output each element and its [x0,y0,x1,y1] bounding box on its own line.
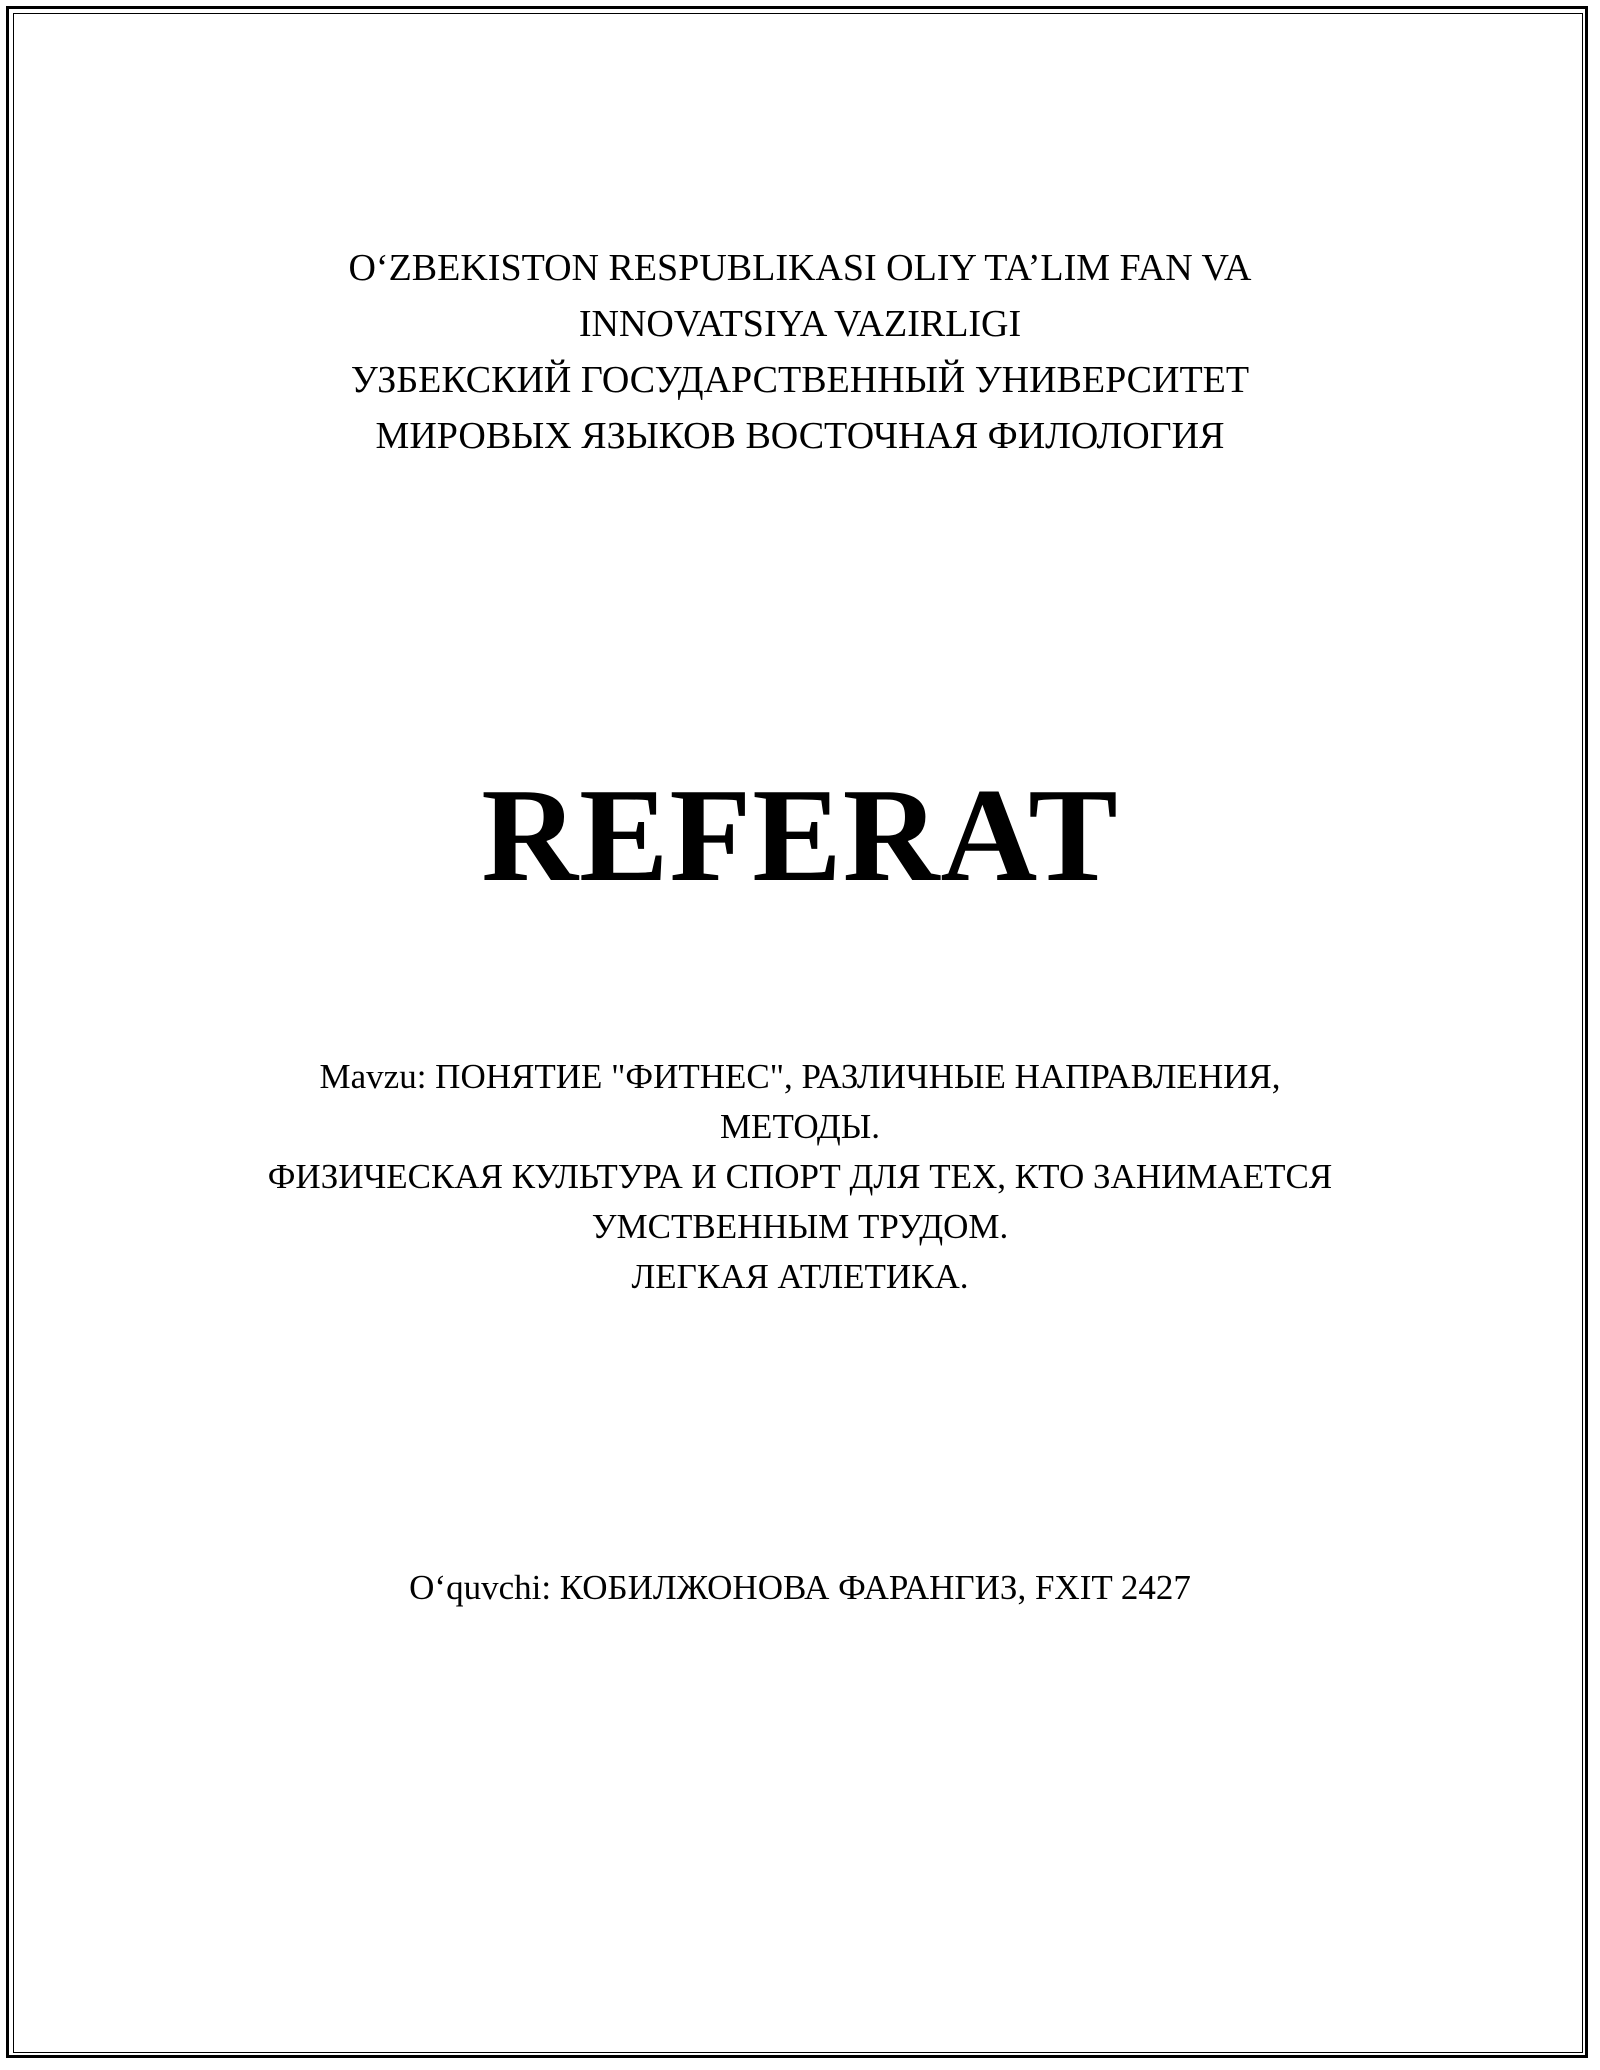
student-line: O‘quvchi: КОБИЛЖОНОВА ФАРАНГИЗ, FXIT 2427 [409,1568,1191,1607]
header-line-4: МИРОВЫХ ЯЗЫКОВ ВОСТОЧНАЯ ФИЛОЛОГИЯ [375,415,1225,457]
institution-header [0,240,1600,464]
topic-line-4: УМСТВЕННЫМ ТРУДОМ. [591,1207,1009,1246]
topic-line-5: ЛЕГКАЯ АТЛЕТИКА. [631,1257,969,1296]
topic-line-2: МЕТОДЫ. [719,1107,881,1146]
header-line-1: O‘ZBEKISTON RESPUBLIKASI OLIY TA’LIM FAN VA [348,247,1252,289]
header-line-2: INNOVATSIYA VAZIRLIGI [578,303,1022,345]
topic-line-1: Mavzu: ПОНЯТИЕ "ФИТНЕС", РАЗЛИЧНЫЕ НАПРАВЛЕНИЯ, [319,1057,1281,1096]
topic-block [0,1052,1600,1302]
topic-line-3: ФИЗИЧЕСКАЯ КУЛЬТУРА И СПОРТ ДЛЯ ТЕХ, КТО ЗАНИМАЕТСЯ [267,1157,1333,1196]
document-title: REFERAT [481,761,1119,909]
header-line-3: УЗБЕКСКИЙ ГОСУДАРСТВЕННЫЙ УНИВЕРСИТЕТ [350,359,1250,401]
